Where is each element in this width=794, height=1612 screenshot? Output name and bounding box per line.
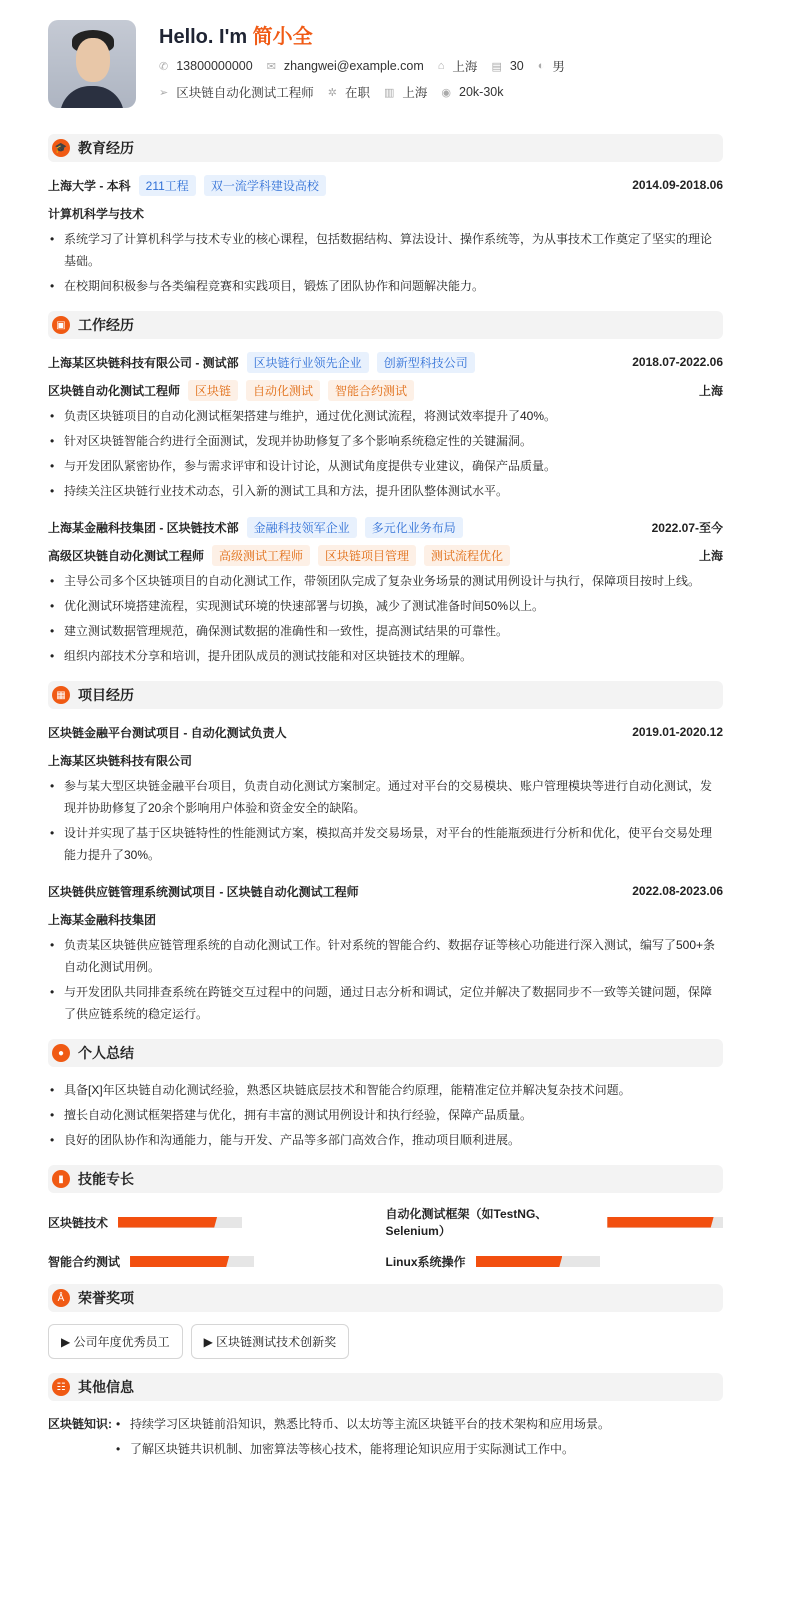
bar-chart-icon: ▮	[52, 1170, 70, 1188]
award-item: ▶ 公司年度优秀员工	[48, 1324, 183, 1359]
skill-name: 自动化测试框架（如TestNG、Selenium）	[385, 1207, 548, 1238]
city: 上海	[698, 548, 723, 563]
phone: 13800000000	[176, 59, 253, 73]
project-name: 区块链金融平台测试项目 - 自动化测试负责人	[48, 725, 287, 740]
date: 2019.01-2020.12	[632, 725, 723, 739]
school: 上海大学 - 本科	[48, 178, 131, 193]
email: zhangwei@example.com	[283, 59, 424, 73]
tag: 自动化测试	[246, 380, 320, 401]
position: 区块链自动化测试工程师	[176, 86, 314, 100]
grid-icon: ▦	[52, 686, 70, 704]
tag: 金融科技领军企业	[247, 517, 357, 538]
avatar	[48, 20, 136, 108]
section-title: 技能专长	[78, 1171, 134, 1187]
section-title: 项目经历	[78, 687, 134, 703]
age: 30	[509, 59, 524, 73]
skill-bar-fill	[476, 1256, 563, 1267]
hello-text: Hello. I'm	[159, 26, 248, 48]
section-title: 工作经历	[78, 317, 134, 333]
company: 上海某金融科技集团 - 区块链技术部	[48, 520, 239, 535]
home-icon: ⌂	[437, 60, 445, 72]
project-company: 上海某区块链科技有限公司	[48, 753, 193, 768]
list-item: • 建立测试数据管理规范，确保测试数据的准确性和一致性，提高测试结果的可靠性。	[48, 620, 723, 642]
skill-bar-fill	[607, 1217, 713, 1228]
tag: 双一流学科建设高校	[204, 175, 326, 196]
status-icon: ✲	[327, 86, 337, 99]
salary-icon: ◉	[441, 86, 451, 99]
gender: 男	[552, 60, 565, 74]
send-icon: ➢	[159, 86, 169, 99]
skill-bar	[607, 1217, 723, 1228]
section-projects	[48, 681, 723, 709]
list-item: • 了解区块链共识机制、加密算法等核心技术，能将理论知识应用于实际测试工作中。	[114, 1438, 610, 1460]
email-icon: ✉	[266, 60, 276, 73]
award-icon: Å	[52, 1289, 70, 1307]
list-item: • 持续学习区块链前沿知识，熟悉比特币、以太坊等主流区块链平台的技术架构和应用场景。	[114, 1413, 610, 1435]
skill-bar-fill	[118, 1217, 217, 1228]
profile-header	[48, 20, 723, 130]
target-city: 上海	[402, 86, 428, 100]
list-item: • 在校期间积极参与各类编程竞赛和实践项目，锻炼了团队协作和问题解决能力。	[48, 275, 723, 297]
gender-icon: ◐	[537, 60, 545, 72]
list-item: • 系统学习了计算机科学与技术专业的核心课程，包括数据结构、算法设计、操作系统等，为从事技术工作奠定了坚实的理论基础。	[48, 228, 723, 272]
project-entry	[48, 880, 723, 1025]
tag: 测试流程优化	[424, 545, 510, 566]
section-title: 教育经历	[78, 140, 134, 156]
tag: 区块链	[188, 380, 238, 401]
skill-bar	[130, 1256, 254, 1267]
phone-icon: ✆	[159, 60, 169, 73]
skill-item	[48, 1205, 386, 1239]
tag: 创新型科技公司	[377, 352, 475, 373]
date: 2022.08-2023.06	[632, 884, 723, 898]
tag: 智能合约测试	[328, 380, 414, 401]
list-item: • 具备[X]年区块链自动化测试经验，熟悉区块链底层技术和智能合约原理，能精准定位并解决复杂技术问题。	[48, 1079, 723, 1101]
section-other	[48, 1373, 723, 1401]
list-item: • 与开发团队紧密协作，参与需求评审和设计讨论，从测试角度提供专业建议，确保产品质量。	[48, 455, 723, 477]
date: 2018.07-2022.06	[632, 355, 723, 369]
graduation-cap-icon: 🎓	[52, 139, 70, 157]
user-icon: ●	[52, 1044, 70, 1062]
section-title: 其他信息	[78, 1379, 134, 1395]
tag: 211工程	[139, 175, 196, 196]
other-label: 区块链知识:	[48, 1417, 112, 1431]
skill-bar	[118, 1217, 242, 1228]
skill-bar-fill	[130, 1256, 229, 1267]
role: 高级区块链自动化测试工程师	[48, 548, 205, 563]
list-item: • 与开发团队共同排查系统在跨链交互过程中的问题，通过日志分析和调试，定位并解决了数据同步不一致等关键问题，保障了供应链系统的稳定运行。	[48, 981, 723, 1025]
name: 简小全	[252, 26, 313, 48]
role: 区块链自动化测试工程师	[48, 383, 181, 398]
skill-name: Linux系统操作	[385, 1255, 466, 1269]
list-item: • 针对区块链智能合约进行全面测试，发现并协助修复了多个影响系统稳定性的关键漏洞。	[48, 430, 723, 452]
status: 在职	[344, 86, 370, 100]
job-entry	[48, 516, 723, 667]
list-item: • 负责某区块链供应链管理系统的自动化测试工作。针对系统的智能合约、数据存证等核心功能进行深入测试，编写了500+条自动化测试用例。	[48, 934, 723, 978]
skill-name: 区块链技术	[48, 1215, 109, 1230]
project-company: 上海某金融科技集团	[48, 912, 157, 927]
list-item: • 擅长自动化测试框架搭建与优化，拥有丰富的测试用例设计和执行经验，保障产品质量。	[48, 1104, 723, 1126]
section-title: 荣誉奖项	[78, 1290, 134, 1306]
section-work	[48, 311, 723, 339]
info-icon: ☷	[52, 1378, 70, 1396]
list-item: • 设计并实现了基于区块链特性的性能测试方案，模拟高并发交易场景，对平台的性能瓶颈进行分析和优化，使平台交易处理能力提升了30%。	[48, 822, 723, 866]
date: 2022.07-至今	[651, 520, 723, 535]
greeting	[159, 20, 579, 48]
section-title: 个人总结	[78, 1045, 134, 1061]
award-label: 公司年度优秀员工	[73, 1335, 170, 1349]
project-entry	[48, 721, 723, 866]
briefcase-icon: ▣	[52, 316, 70, 334]
company: 上海某区块链科技有限公司 - 测试部	[48, 355, 239, 370]
section-skills	[48, 1165, 723, 1193]
tag: 区块链项目管理	[318, 545, 416, 566]
list-item: • 良好的团队协作和沟通能力，能与开发、产品等多部门高效合作，推动项目顺利进展。	[48, 1129, 723, 1151]
list-item: • 负责区块链项目的自动化测试框架搭建与维护，通过优化测试流程，将测试效率提升了40%。	[48, 405, 723, 427]
skill-item	[386, 1253, 724, 1270]
list-item: • 参与某大型区块链金融平台项目，负责自动化测试方案制定。通过对平台的交易模块、账户管理模块等进行自动化测试，发现并协助修复了20余个影响用户体验和资金安全的缺陷。	[48, 775, 723, 819]
award-label: 区块链测试技术创新奖	[216, 1335, 337, 1349]
section-awards	[48, 1284, 723, 1312]
section-education	[48, 134, 723, 162]
skill-item	[386, 1205, 724, 1239]
building-icon: ▥	[383, 86, 395, 99]
section-summary	[48, 1039, 723, 1067]
skill-item	[48, 1253, 386, 1270]
tag: 高级测试工程师	[212, 545, 310, 566]
list-item: • 组织内部技术分享和培训，提升团队成员的测试技能和对区块链技术的理解。	[48, 645, 723, 667]
age-icon: ▤	[491, 60, 502, 73]
list-item: • 主导公司多个区块链项目的自动化测试工作，带领团队完成了复杂业务场景的测试用例设计与执行，保障项目按时上线。	[48, 570, 723, 592]
date: 2014.09-2018.06	[632, 178, 723, 192]
skill-name: 智能合约测试	[48, 1255, 121, 1269]
city: 上海	[698, 383, 723, 398]
tag: 区块链行业领先企业	[247, 352, 369, 373]
award-item: ▶ 区块链测试技术创新奖	[191, 1324, 350, 1359]
project-name: 区块链供应链管理系统测试项目 - 区块链自动化测试工程师	[48, 884, 359, 899]
city: 上海	[452, 60, 478, 74]
list-item: • 持续关注区块链行业技术动态，引入新的测试工具和方法，提升团队整体测试水平。	[48, 480, 723, 502]
job-entry	[48, 351, 723, 502]
skill-bar	[476, 1256, 600, 1267]
tag: 多元化业务布局	[365, 517, 463, 538]
list-item: • 优化测试环境搭建流程，实现测试环境的快速部署与切换，减少了测试准备时间50%以上。	[48, 595, 723, 617]
salary: 20k-30k	[459, 85, 504, 99]
major: 计算机科学与技术	[48, 206, 145, 221]
